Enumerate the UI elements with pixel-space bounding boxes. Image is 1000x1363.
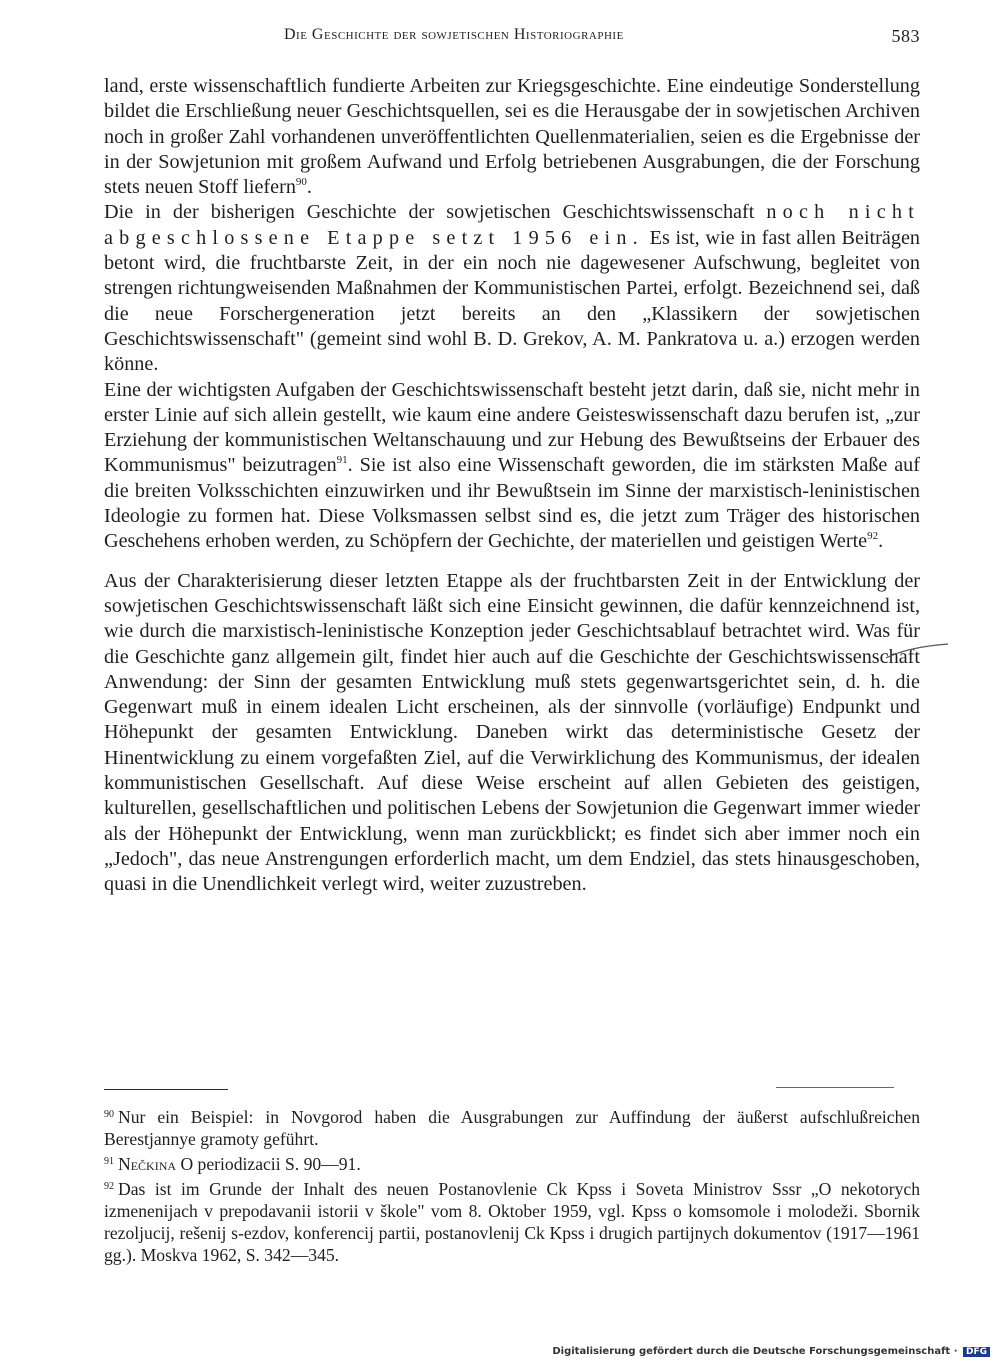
paragraph-3-text-a: Eine der wichtigsten Aufgaben der Geschichtswissenschaft besteht jetzt darin, daß sie, nicht mehr in erster Linie auf sich allein gestellt, wie kaum eine andere Geisteswissenschaft dazu berufen ist, „zur Erziehung der kommunistischen Weltanschauung und zur Hebung des Bewußtseins der Erbauer des Kommunismus" beizutragen <box>104 378 920 477</box>
footnote-ref-91: 91 <box>336 454 348 467</box>
paragraph-3-text-b: . Sie ist also eine Wissenschaft geworden, die im stärksten Maße auf die breiten Volksschichten einzuwirken und ihr Bewußtsein im Sinne der marxistisch-leninistischen Ideologie zu formen hat. Diese Volksmassen selbst sind es, die jetzt zum Träger des historischen Geschehens erhoben werden, zu Schöpfern der Gechichte, der materiellen und geistigen Werte <box>104 454 921 553</box>
footnote-90 <box>104 1106 920 1150</box>
credit-text: Digitalisierung gefördert durch die Deutsche Forschungsgemeinschaft · <box>552 1346 958 1357</box>
pencil-mark <box>882 636 952 666</box>
running-title: Die Geschichte der sowjetischen Historiographie <box>284 26 624 43</box>
paragraph-1-text: land, erste wissenschaftlich fundierte Arbeiten zur Kriegsgeschichte. Eine eindeutige Sonderstellung bildet die Erschließung neuer Geschichtsquellen, sei es die Herausgabe der in sowjetischen Archiven noch in großer Zahl vorhandenen unveröffentlichten Quellenmaterialien, seien es die Ergebnisse der in der Sowjetunion mit großem Aufwand und Erfolg betriebenen Ausgrabungen, die der Forschung stets neuen Stoff liefern <box>104 75 920 199</box>
paragraph-3 <box>104 378 920 555</box>
footnotes <box>104 1106 920 1269</box>
footnote-91 <box>104 1153 920 1175</box>
footnote-text: O periodizacii S. 90—91. <box>176 1154 361 1174</box>
paragraph-4: Aus der Charakterisierung dieser letzten Etappe als der fruchtbarsten Zeit in der Entwicklung der sowjetischen Geschichtswissenschaft läßt sich eine Einsicht gewinnen, die dafür kennzeichnend ist, wie durch die marxistisch-leninistische Konzeption jeder Geschichtsablauf betrachtet wird. Was für die Geschichte ganz allgemein gilt, findet hier auch auf die Geschichte der Geschichtswissenschaft Anwendung: der Sinn der gesamten Entwicklung muß stets gegenwartsgerichtet sein, d. h. die Gegenwart muß in einem idealen Licht erscheinen, als der sinnvolle (vorläufige) Endpunkt und Höhepunkt der gesamten Entwicklung. Daneben wirkt das deterministische Gesetz der Hinentwicklung zu einem vorgefaßten Ziel, auf die Verwirklichung des Kommunismus, der idealen kommunistischen Gesellschaft. Auf diese Weise erscheint auf allen Gebieten des geistigen, kulturellen, gesellschaftlichen und politischen Lebens der Sowjetunion die Gegenwart immer wieder als der Höhepunkt der Entwicklung, wenn man zurückblickt; es findet sich aber immer noch ein „Jedoch", das neue Anstrengungen erforderlich macht, um dem Endziel, das stets hinausgeschoben, quasi in die Unendlichkeit verlegt wird, weiter zuzustreben. <box>104 569 920 896</box>
paragraph-1-end: . <box>306 176 312 199</box>
paragraph-2 <box>104 200 920 377</box>
paragraph-2-text-a: Die in der bisherigen Geschichte der sowjetischen Geschichtswissenschaft <box>104 201 767 224</box>
paragraph-1 <box>104 74 920 200</box>
footnote-number: 90 <box>104 1109 114 1120</box>
dfg-logo: DFG <box>963 1347 990 1357</box>
paragraph-3-end: . <box>878 530 884 553</box>
page-number: 583 <box>891 26 920 46</box>
footnote-text: Das ist im Grunde der Inhalt des neuen Postanovlenie Ck Kpss i Soveta Ministrov Sssr „O nekotorych izmenenijach v prepodavanii istorii v škole" vom 8. Oktober 1959, vgl. Kpss o komsomole i molodeži. Sbornik rezoljucij, rešenij s-ezdov, konferencij partii, postanovlenij Ck Kpss i drugich partijnych dokumentov (1917—1961 gg.). Moskva 1962, S. 342—345. <box>104 1179 920 1265</box>
main-text <box>104 74 920 898</box>
footnote-ref-92: 92 <box>867 530 879 543</box>
footnote-92 <box>104 1178 920 1266</box>
footnote-number: 91 <box>104 1156 114 1167</box>
footnote-text: Nur ein Beispiel: in Novgorod haben die Ausgrabungen zur Auffindung der äußerst aufschlußreichen Berestjannye gramoty geführt. <box>104 1107 920 1149</box>
footnote-author: Nečkina <box>118 1154 177 1174</box>
footnote-number: 92 <box>104 1181 114 1192</box>
footnote-ref-90: 90 <box>295 176 307 189</box>
paragraph-2-text-b: Es ist, wie in fast allen Beiträgen betont wird, die fruchtbarste Zeit, in der ein noch nie dagewesener Aufschwung, begleitet von strengen richtungweisenden Maßnahmen der Kommunistischen Partei, erfolgt. Bezeichnend sei, daß die neue Forschergeneration jetzt bereits an den „Klassikern der sowjetischen Geschichtswissenschaft" (gemeint sind wohl B. D. Grekov, A. M. Pankratova u. a.) erzogen werden könne. <box>104 226 920 376</box>
pencil-underline <box>776 1087 894 1088</box>
footnote-separator <box>104 1089 228 1090</box>
digitization-credit <box>552 1346 990 1357</box>
paragraph-2-emphasis: noch nicht abgeschlossene Etappe setzt 1956 ein. <box>104 201 921 249</box>
